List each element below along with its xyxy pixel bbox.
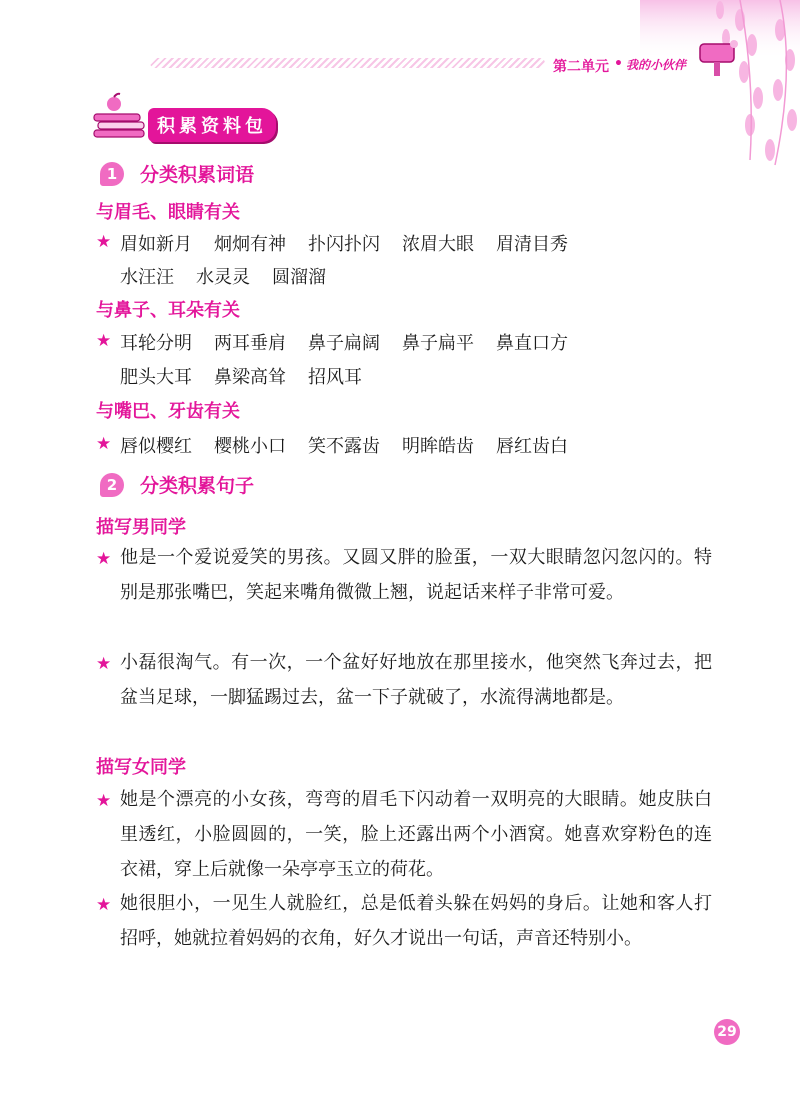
section-title: 分类积累词语 — [140, 164, 255, 186]
word: 鼻直口方 — [496, 333, 568, 354]
header-brand: 我的小伙伴 — [626, 58, 687, 72]
header-unit: 第二单元 — [553, 59, 609, 75]
page-number: 29 — [714, 1019, 740, 1045]
word: 招风耳 — [308, 367, 362, 388]
header-separator: • — [614, 56, 623, 72]
subheading-eyes: 与眉毛、眼睛有关 — [96, 202, 240, 223]
word: 唇似樱红 — [120, 436, 192, 457]
star-icon: ★ — [96, 654, 112, 674]
star-icon: ★ — [96, 895, 112, 915]
word: 两耳垂肩 — [214, 333, 286, 354]
word: 肥头大耳 — [120, 367, 192, 388]
star-icon: ★ — [96, 791, 112, 811]
word: 鼻梁高耸 — [214, 367, 286, 388]
section-header-1 — [100, 160, 254, 187]
word: 浓眉大眼 — [402, 234, 474, 255]
word: 圆溜溜 — [272, 267, 326, 288]
section-title: 分类积累句子 — [140, 475, 255, 497]
word: 炯炯有神 — [214, 234, 286, 255]
paragraph: 她是个漂亮的小女孩，弯弯的眉毛下闪动着一双明亮的大眼睛。她皮肤白里透红，小脸圆圆的，一笑，脸上还露出两个小酒窝。她喜欢穿粉色的连衣裙，穿上后就像一朵亭亭玉立的荷花。 — [120, 789, 712, 880]
subheading-boys: 描写男同学 — [96, 517, 186, 538]
section-badge: 积累资料包 — [148, 108, 276, 142]
word: 水灵灵 — [196, 267, 250, 288]
section-number: 2 — [100, 473, 124, 497]
word: 眉清目秀 — [496, 234, 568, 255]
subheading-girls: 描写女同学 — [96, 757, 186, 778]
word-row — [120, 230, 590, 256]
word-row — [120, 432, 590, 458]
paragraph: 小磊很淘气。有一次，一个盆好好地放在那里接水，他突然飞奔过去，把盆当足球，一脚猛踢过去，盆一下子就破了，水流得满地都是。 — [120, 652, 712, 708]
subheading-mouth-teeth: 与嘴巴、牙齿有关 — [96, 401, 240, 422]
star-icon: ★ — [96, 331, 112, 351]
star-icon: ★ — [96, 232, 112, 252]
paragraph: 她很胆小，一见生人就脸红，总是低着头躲在妈妈的身后。让她和客人打招呼，她就拉着妈妈的衣角，好久才说出一句话，声音还特别小。 — [120, 893, 712, 949]
word: 鼻子扁阔 — [308, 333, 380, 354]
word: 扑闪扑闪 — [308, 234, 380, 255]
word: 笑不露齿 — [308, 436, 380, 457]
word: 明眸皓齿 — [402, 436, 474, 457]
section-header-2 — [100, 471, 254, 498]
word: 水汪汪 — [120, 267, 174, 288]
header-stripe — [150, 58, 545, 68]
books-apple-icon — [92, 92, 152, 142]
word-row — [120, 363, 384, 389]
subheading-nose-ears: 与鼻子、耳朵有关 — [96, 300, 240, 321]
section-number: 1 — [100, 162, 124, 186]
word: 眉如新月 — [120, 234, 192, 255]
star-icon: ★ — [96, 434, 112, 454]
word: 耳轮分明 — [120, 333, 192, 354]
word: 鼻子扁平 — [402, 333, 474, 354]
signpost-icon — [696, 38, 740, 78]
word: 樱桃小口 — [214, 436, 286, 457]
word-row — [120, 329, 590, 355]
word-row — [120, 263, 348, 289]
word: 唇红齿白 — [496, 436, 568, 457]
paragraph: 他是一个爱说爱笑的男孩。又圆又胖的脸蛋，一双大眼睛忽闪忽闪的。特别是那张嘴巴，笑起来嘴角微微上翘，说起话来样子非常可爱。 — [120, 547, 712, 603]
willow-branches-decoration — [640, 0, 800, 170]
star-icon: ★ — [96, 549, 112, 569]
